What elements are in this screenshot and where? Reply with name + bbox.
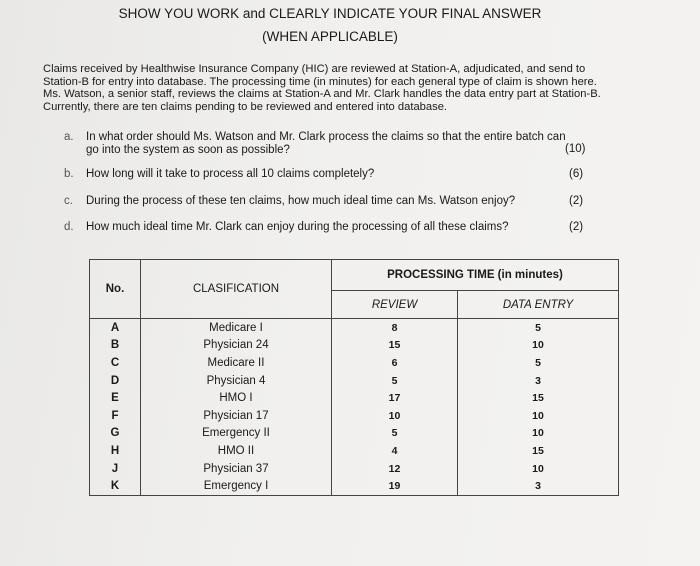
question-points: (2) <box>569 195 584 207</box>
question-text <box>86 131 566 157</box>
table-row <box>90 389 619 407</box>
table-row <box>90 442 619 460</box>
claim-no: F <box>90 407 141 425</box>
question-a <box>64 131 624 159</box>
page-subtitle: (WHEN APPLICABLE) <box>262 29 398 44</box>
data-entry-time: 5 <box>458 319 619 337</box>
question-d <box>64 221 564 235</box>
column-header-review: REVIEW <box>332 291 458 319</box>
column-header-classification: CLASIFICATION <box>141 260 332 319</box>
table-row <box>90 425 619 443</box>
question-points: (2) <box>569 221 584 233</box>
data-entry-time: 10 <box>458 337 619 355</box>
claim-no: A <box>90 319 141 337</box>
column-header-processing-time: PROCESSING TIME (in minutes) <box>332 260 619 291</box>
page-title: SHOW YOU WORK and CLEARLY INDICATE YOUR FINAL ANSWER <box>118 6 542 21</box>
claim-classification: HMO II <box>141 442 332 460</box>
review-time: 17 <box>332 389 458 407</box>
data-entry-time: 15 <box>458 442 619 460</box>
review-time: 10 <box>332 407 458 425</box>
question-letter: c. <box>64 195 73 207</box>
data-entry-time: 10 <box>458 407 619 425</box>
review-time: 8 <box>332 319 458 337</box>
claim-classification: Physician 17 <box>141 407 332 425</box>
claim-classification: Physician 24 <box>141 337 332 355</box>
question-text: How much ideal time Mr. Clark can enjoy during the processing of all these claims? <box>86 221 509 233</box>
claim-no: K <box>90 477 141 495</box>
claim-no: C <box>90 354 141 372</box>
question-text: During the process of these ten claims, how much ideal time can Ms. Watson enjoy? <box>86 195 516 207</box>
question-points: (6) <box>569 168 584 180</box>
claim-no: J <box>90 460 141 478</box>
question-c <box>64 195 564 209</box>
review-time: 4 <box>332 442 458 460</box>
claim-no: E <box>90 389 141 407</box>
problem-statement: Claims received by Healthwise Insurance Company (HIC) are reviewed at Station-A, adjudicated, and send to Station-B for entry into database. The processing time (in minutes) for each general type of claim is shown here. Ms. Watson, a senior staff, reviews the claims at Station-A and Mr. Clark handles the data entry part at Station-B. Currently, there are ten claims pending to be reviewed and entered into database. <box>43 63 601 113</box>
claim-classification: Medicare I <box>141 319 332 337</box>
claim-classification: Physician 4 <box>141 372 332 390</box>
question-points: (10) <box>565 143 586 155</box>
table-row <box>90 460 619 478</box>
data-entry-time: 10 <box>458 460 619 478</box>
question-letter: b. <box>64 168 74 180</box>
data-entry-time: 5 <box>458 354 619 372</box>
question-letter: d. <box>64 221 74 233</box>
claim-classification: Emergency I <box>141 477 332 495</box>
question-letter: a. <box>64 131 74 143</box>
review-time: 19 <box>332 477 458 495</box>
column-header-data-entry: DATA ENTRY <box>458 291 619 319</box>
claims-table <box>89 259 619 496</box>
data-entry-time: 10 <box>458 425 619 443</box>
claim-no: H <box>90 442 141 460</box>
table-row <box>90 354 619 372</box>
review-time: 5 <box>332 425 458 443</box>
review-time: 6 <box>332 354 458 372</box>
review-time: 12 <box>332 460 458 478</box>
table-row <box>90 477 619 495</box>
data-entry-time: 15 <box>458 389 619 407</box>
review-time: 5 <box>332 372 458 390</box>
table-row <box>90 407 619 425</box>
claim-classification: Emergency II <box>141 425 332 443</box>
claim-classification: HMO I <box>141 389 332 407</box>
claim-classification: Medicare II <box>141 354 332 372</box>
review-time: 15 <box>332 337 458 355</box>
table-row <box>90 319 619 337</box>
question-line: go into the system as soon as possible? <box>86 144 290 156</box>
question-text: How long will it take to process all 10 claims completely? <box>86 168 375 180</box>
claim-no: D <box>90 372 141 390</box>
table-row <box>90 337 619 355</box>
data-entry-time: 3 <box>458 477 619 495</box>
claim-no: B <box>90 337 141 355</box>
question-b <box>64 168 564 182</box>
column-header-no: No. <box>90 260 141 319</box>
data-entry-time: 3 <box>458 372 619 390</box>
claim-classification: Physician 37 <box>141 460 332 478</box>
question-line: In what order should Ms. Watson and Mr. Clark process the claims so that the entire batch can <box>86 131 566 143</box>
table-row <box>90 372 619 390</box>
claim-no: G <box>90 425 141 443</box>
